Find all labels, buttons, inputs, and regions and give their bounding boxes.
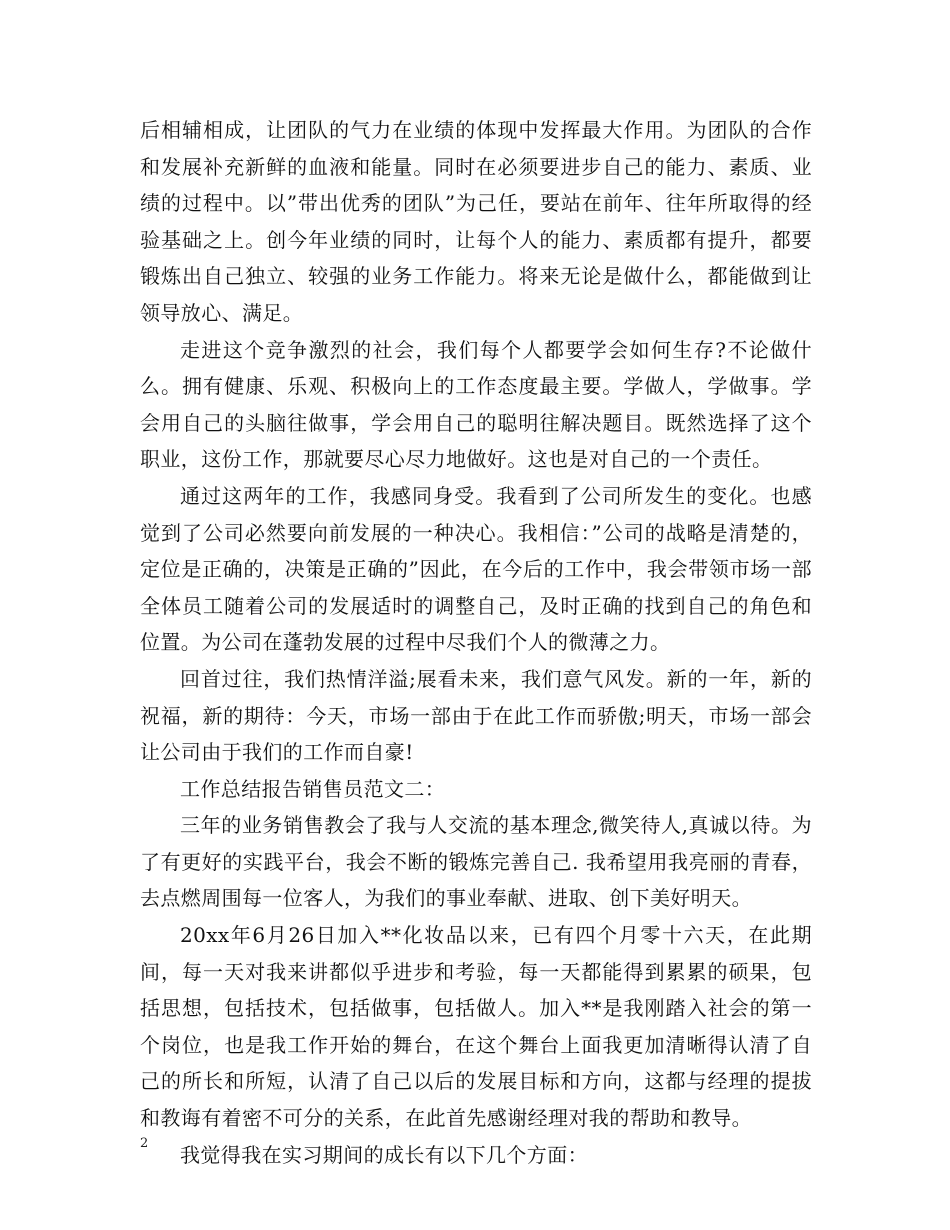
paragraph: 20xx年6月26日加入**化妆品以来，已有四个月零十六天，在此期间，每一天对我来讲都似乎进步和考验，每一天都能得到累累的硕果，包括思想，包括技术，包括做事，包括做人。加入**是我刚踏入社会的第一个岗位，也是我工作开始的舞台，在这个舞台上面我更加清晰得认清了自己的所长和所短，认清了自己以后的发展目标和方向，这都与经理的提拔和教诲有着密不可分的关系，在此首先感谢经理对我的帮助和教导。: [140, 923, 812, 1131]
section-heading: 工作总结报告销售员范文二：: [180, 776, 446, 801]
page-number: 2: [140, 1136, 149, 1151]
paragraph: 我觉得我在实习期间的成长有以下几个方面：: [180, 1142, 588, 1167]
body-text: [140, 112, 812, 1173]
paragraph: 通过这两年的工作，我感同身受。我看到了公司所发生的变化。也感觉到了公司必然要向前发展的一种决心。我相信：”公司的战略是清楚的，定位是正确的，决策是正确的”因此，在今后的工作中，我会带领市场一部全体员工随着公司的发展适时的调整自己，及时正确的找到自己的角色和位置。为公司在蓬勃发展的过程中尽我们个人的微薄之力。: [140, 483, 812, 655]
paragraph: 走进这个竞争激烈的社会，我们每个人都要学会如何生存?不论做什么。拥有健康、乐观、积极向上的工作态度最主要。学做人，学做事。学会用自己的头脑往做事，学会用自己的聪明往解决题目。既然选择了这个职业，这份工作，那就要尽心尽力地做好。这也是对自己的一个责任。: [140, 337, 812, 472]
paragraph-continuation: 后相辅相成，让团队的气力在业绩的体现中发挥最大作用。为团队的合作和发展补充新鲜的血液和能量。同时在必须要进步自己的能力、素质、业绩的过程中。以”带出优秀的团队”为己任，要站在前年、往年所取得的经验基础之上。创今年业绩的同时，让每个人的能力、素质都有提升，都要锻炼出自己独立、较强的业务工作能力。将来无论是做什么，都能做到让领导放心、满足。: [140, 118, 812, 325]
paragraph: 回首过往，我们热情洋溢;展看未来，我们意气风发。新的一年，新的祝福，新的期待：今天，市场一部由于在此工作而骄傲;明天，市场一部会让公司由于我们的工作而自豪!: [140, 666, 812, 765]
paragraph: 三年的业务销售教会了我与人交流的基本理念,微笑待人,真诚以待。为了有更好的实践平台，我会不断的锻炼完善自己. 我希望用我亮丽的青春，去点燃周围每一位客人，为我们的事业奉献、进取、创下美好明天。: [140, 813, 812, 911]
